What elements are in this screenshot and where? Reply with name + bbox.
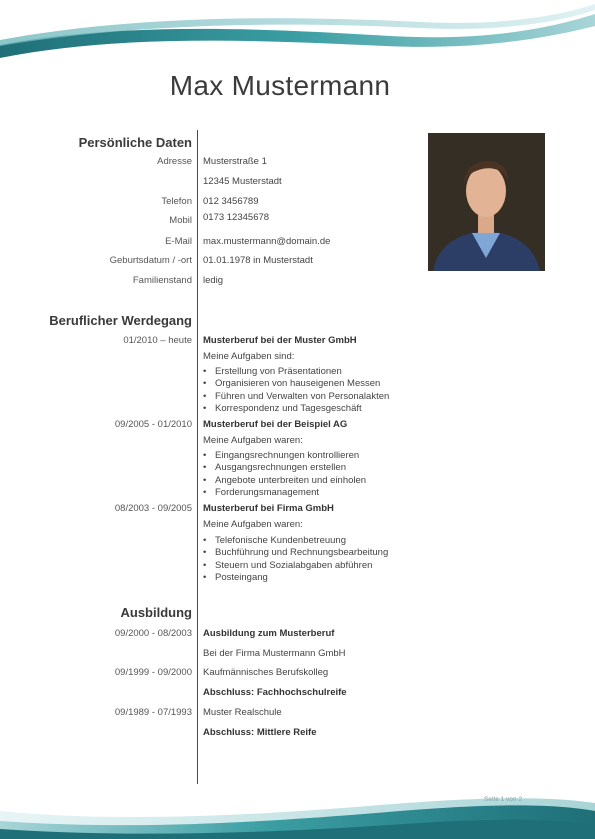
label-mobile: Mobil (169, 215, 192, 226)
bullet-icon: • (203, 462, 207, 474)
bullet-icon: • (203, 535, 207, 546)
section-heading-personal: Persönliche Daten (78, 135, 192, 150)
job-intro: Meine Aufgaben waren: (203, 435, 303, 446)
job-task-list (203, 450, 366, 499)
page-title-name: Max Mustermann (169, 70, 391, 101)
list-item: • Eingangsrechnungen kontrollieren (203, 450, 360, 461)
list-item: • Steuern und Sozialabgaben abführen (203, 559, 373, 571)
job-period: 01/2010 – heute (123, 335, 192, 346)
job-task-list (203, 366, 389, 415)
value-phone: 012 3456789 (203, 196, 259, 207)
list-item: • Ausgangsrechnungen erstellen (203, 462, 346, 474)
label-phone: Telefon (161, 196, 192, 207)
bullet-icon: • (203, 547, 207, 559)
value-birth: 01.01.1978 in Musterstadt (203, 255, 313, 266)
section-heading-education: Ausbildung (120, 605, 192, 620)
education-detail: Abschluss: Fachhochschulreife (203, 687, 347, 698)
education-title: Ausbildung zum Musterberuf (203, 628, 335, 639)
list-item: • Posteingang (203, 571, 268, 583)
bullet-icon: • (203, 571, 207, 583)
section-divider-line (197, 130, 198, 784)
education-period: 09/1999 - 09/2000 (114, 667, 192, 678)
job-period: 08/2003 - 09/2005 (114, 503, 192, 514)
footer-wave-decoration (0, 781, 595, 839)
job-intro: Meine Aufgaben sind: (203, 351, 295, 362)
bullet-icon: • (203, 559, 207, 571)
bullet-icon: • (203, 402, 207, 414)
list-item: • Organisieren von hauseigenen Messen (203, 378, 381, 390)
list-item: • Angebote unterbreiten und einholen (203, 474, 367, 486)
job-intro: Meine Aufgaben waren: (203, 519, 303, 530)
header-wave-decoration (0, 0, 595, 62)
value-mobile: 0173 12345678 (203, 212, 270, 223)
value-address-street: Musterstraße 1 (203, 156, 267, 167)
value-address-city: 12345 Musterstadt (203, 176, 282, 187)
label-marital-status: Familienstand (132, 275, 192, 286)
list-item: • Telefonische Kundenbetreuung (203, 535, 346, 546)
label-address: Adresse (157, 156, 192, 167)
value-email: max.mustermann@domain.de (203, 236, 331, 247)
list-item: • Führen und Verwalten von Personalakten (203, 390, 390, 402)
bullet-icon: • (203, 474, 207, 486)
job-task-list (203, 535, 388, 584)
list-item: • Erstellung von Präsentationen (203, 366, 342, 377)
label-email: E-Mail (165, 236, 192, 247)
job-title: Musterberuf bei der Muster GmbH (203, 335, 357, 346)
bullet-icon: • (203, 366, 207, 377)
bullet-icon: • (203, 378, 207, 390)
job-period: 09/2005 - 01/2010 (114, 419, 192, 430)
bullet-icon: • (203, 390, 207, 402)
list-item: • Forderungsmanagement (203, 486, 320, 498)
label-birth: Geburtsdatum / -ort (109, 255, 192, 266)
education-title: Muster Realschule (203, 707, 282, 718)
list-item: • Buchführung und Rechnungsbearbeitung (203, 547, 389, 559)
education-detail: Bei der Firma Mustermann GmbH (203, 648, 346, 659)
value-marital-status: ledig (203, 275, 224, 286)
list-item: • Korrespondenz und Tagesgeschäft (203, 402, 362, 414)
education-period: 09/1989 - 07/1993 (114, 707, 192, 718)
education-period: 09/2000 - 08/2003 (114, 628, 192, 639)
bullet-icon: • (203, 486, 207, 498)
job-title: Musterberuf bei der Beispiel AG (203, 419, 348, 430)
education-title: Kaufmännisches Berufskolleg (203, 667, 329, 678)
bullet-icon: • (203, 450, 207, 461)
profile-photo (428, 133, 545, 271)
education-detail: Abschluss: Mittlere Reife (203, 727, 317, 738)
job-title: Musterberuf bei Firma GmbH (203, 503, 334, 514)
section-heading-career: Beruflicher Werdegang (49, 313, 192, 328)
